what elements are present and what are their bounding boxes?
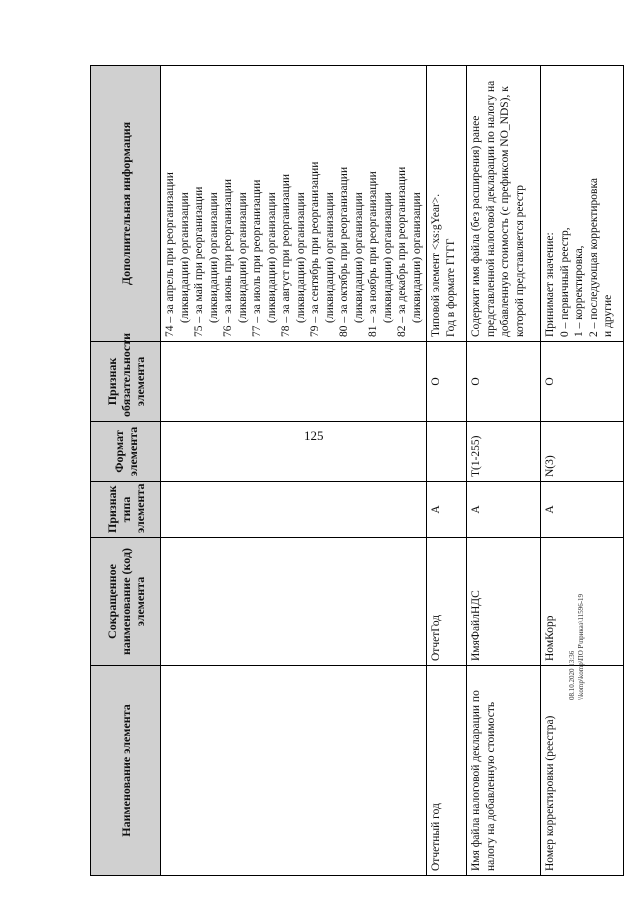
info-line: 0 – первичный реестр,	[558, 227, 571, 337]
footer-stamp	[568, 520, 586, 700]
info-line: (ликвидации) организации	[410, 192, 423, 323]
cell-format	[161, 422, 427, 482]
header-row	[91, 66, 161, 876]
cell-name: Номер корректировки (реестра)	[541, 666, 624, 876]
info-line: (ликвидации) организации	[323, 192, 336, 323]
info-line: (ликвидации) организации	[294, 192, 307, 323]
cell-type: A	[541, 482, 624, 538]
cell-short: НомКорр	[541, 538, 624, 666]
info-line: Принимает значение:	[544, 232, 556, 337]
header-short: Сокращенное наименование (код) элемента	[91, 538, 161, 666]
cell-info	[427, 66, 467, 342]
table-row	[541, 66, 624, 876]
cell-required: О	[427, 342, 467, 422]
element-table	[90, 65, 624, 876]
table-row	[467, 66, 541, 876]
info-line: (ликвидации) организации	[236, 192, 249, 323]
footer-date: 08.10.2020 13:36	[568, 650, 576, 700]
cell-short: ОтчетГод	[427, 538, 467, 666]
cell-short: ИмяФайлНДС	[467, 538, 541, 666]
info-line: 79 – за сентябрь при реорганизации	[309, 161, 321, 337]
cell-name: Отчетный год	[427, 666, 467, 876]
info-line: Год в формате ГГГГ	[444, 238, 457, 337]
cell-required	[161, 342, 427, 422]
info-line: и другие	[602, 294, 614, 337]
cell-name	[161, 666, 427, 876]
cell-type: A	[427, 482, 467, 538]
page-number: 125	[304, 428, 324, 443]
info-line: (ликвидации) организации	[207, 192, 220, 323]
info-line: 77 – за июль при реорганизации	[251, 179, 263, 337]
info-line: Содержит имя файла (без расширения) ранее представленной налоговой декларации по налогу на добавленную стоимость (с префиксом NO_NDS), к которой представляется реестр	[470, 80, 526, 337]
info-line: (ликвидации) организации	[265, 192, 278, 323]
cell-info	[541, 66, 624, 342]
info-line: 1 – корректировка,	[573, 245, 585, 337]
cell-short	[161, 538, 427, 666]
header-name: Наименование элемента	[91, 666, 161, 876]
info-line: (ликвидации) организации	[352, 192, 365, 323]
info-line: 2 – последующая корректировка	[587, 178, 600, 337]
info-line: 81 – за ноябрь при реорганизации	[367, 171, 379, 337]
info-line: 82 – за декабрь при реорганизации	[396, 166, 408, 337]
footer-path: \\komp\komp\ПО Р\приказ\11596-19	[577, 593, 585, 700]
cell-format	[427, 422, 467, 482]
info-line: (ликвидации) организации	[178, 192, 191, 323]
table-row	[161, 66, 427, 876]
cell-required: О	[467, 342, 541, 422]
cell-info	[161, 66, 427, 342]
table-row	[427, 66, 467, 876]
info-line: Типовой элемент <xs:gYear>.	[430, 193, 442, 337]
info-line: 74 – за апрель при реорганизации	[164, 172, 176, 337]
rotated-table-container	[90, 66, 624, 876]
info-line: 78 – за август при реорганизации	[280, 173, 292, 337]
cell-name: Имя файла налоговой декларации по налогу на добавленную стоимость	[467, 666, 541, 876]
header-type: Признак типа элемента	[91, 482, 161, 538]
header-info: Дополнительная информация	[91, 66, 161, 342]
header-required: Признак обязательности элемента	[91, 342, 161, 422]
header-format: Формат элемента	[91, 422, 161, 482]
info-line: (ликвидации) организации	[381, 192, 394, 323]
info-line: 80 – за октябрь при реорганизации	[338, 166, 350, 337]
cell-type	[161, 482, 427, 538]
info-line: 76 – за июнь при реорганизации	[222, 178, 234, 337]
cell-required: О	[541, 342, 624, 422]
cell-format: N(3)	[541, 422, 624, 482]
cell-format: T(1-255)	[467, 422, 541, 482]
cell-info	[467, 66, 541, 342]
cell-type: A	[467, 482, 541, 538]
info-line: 75 – за май при реорганизации	[193, 186, 205, 337]
